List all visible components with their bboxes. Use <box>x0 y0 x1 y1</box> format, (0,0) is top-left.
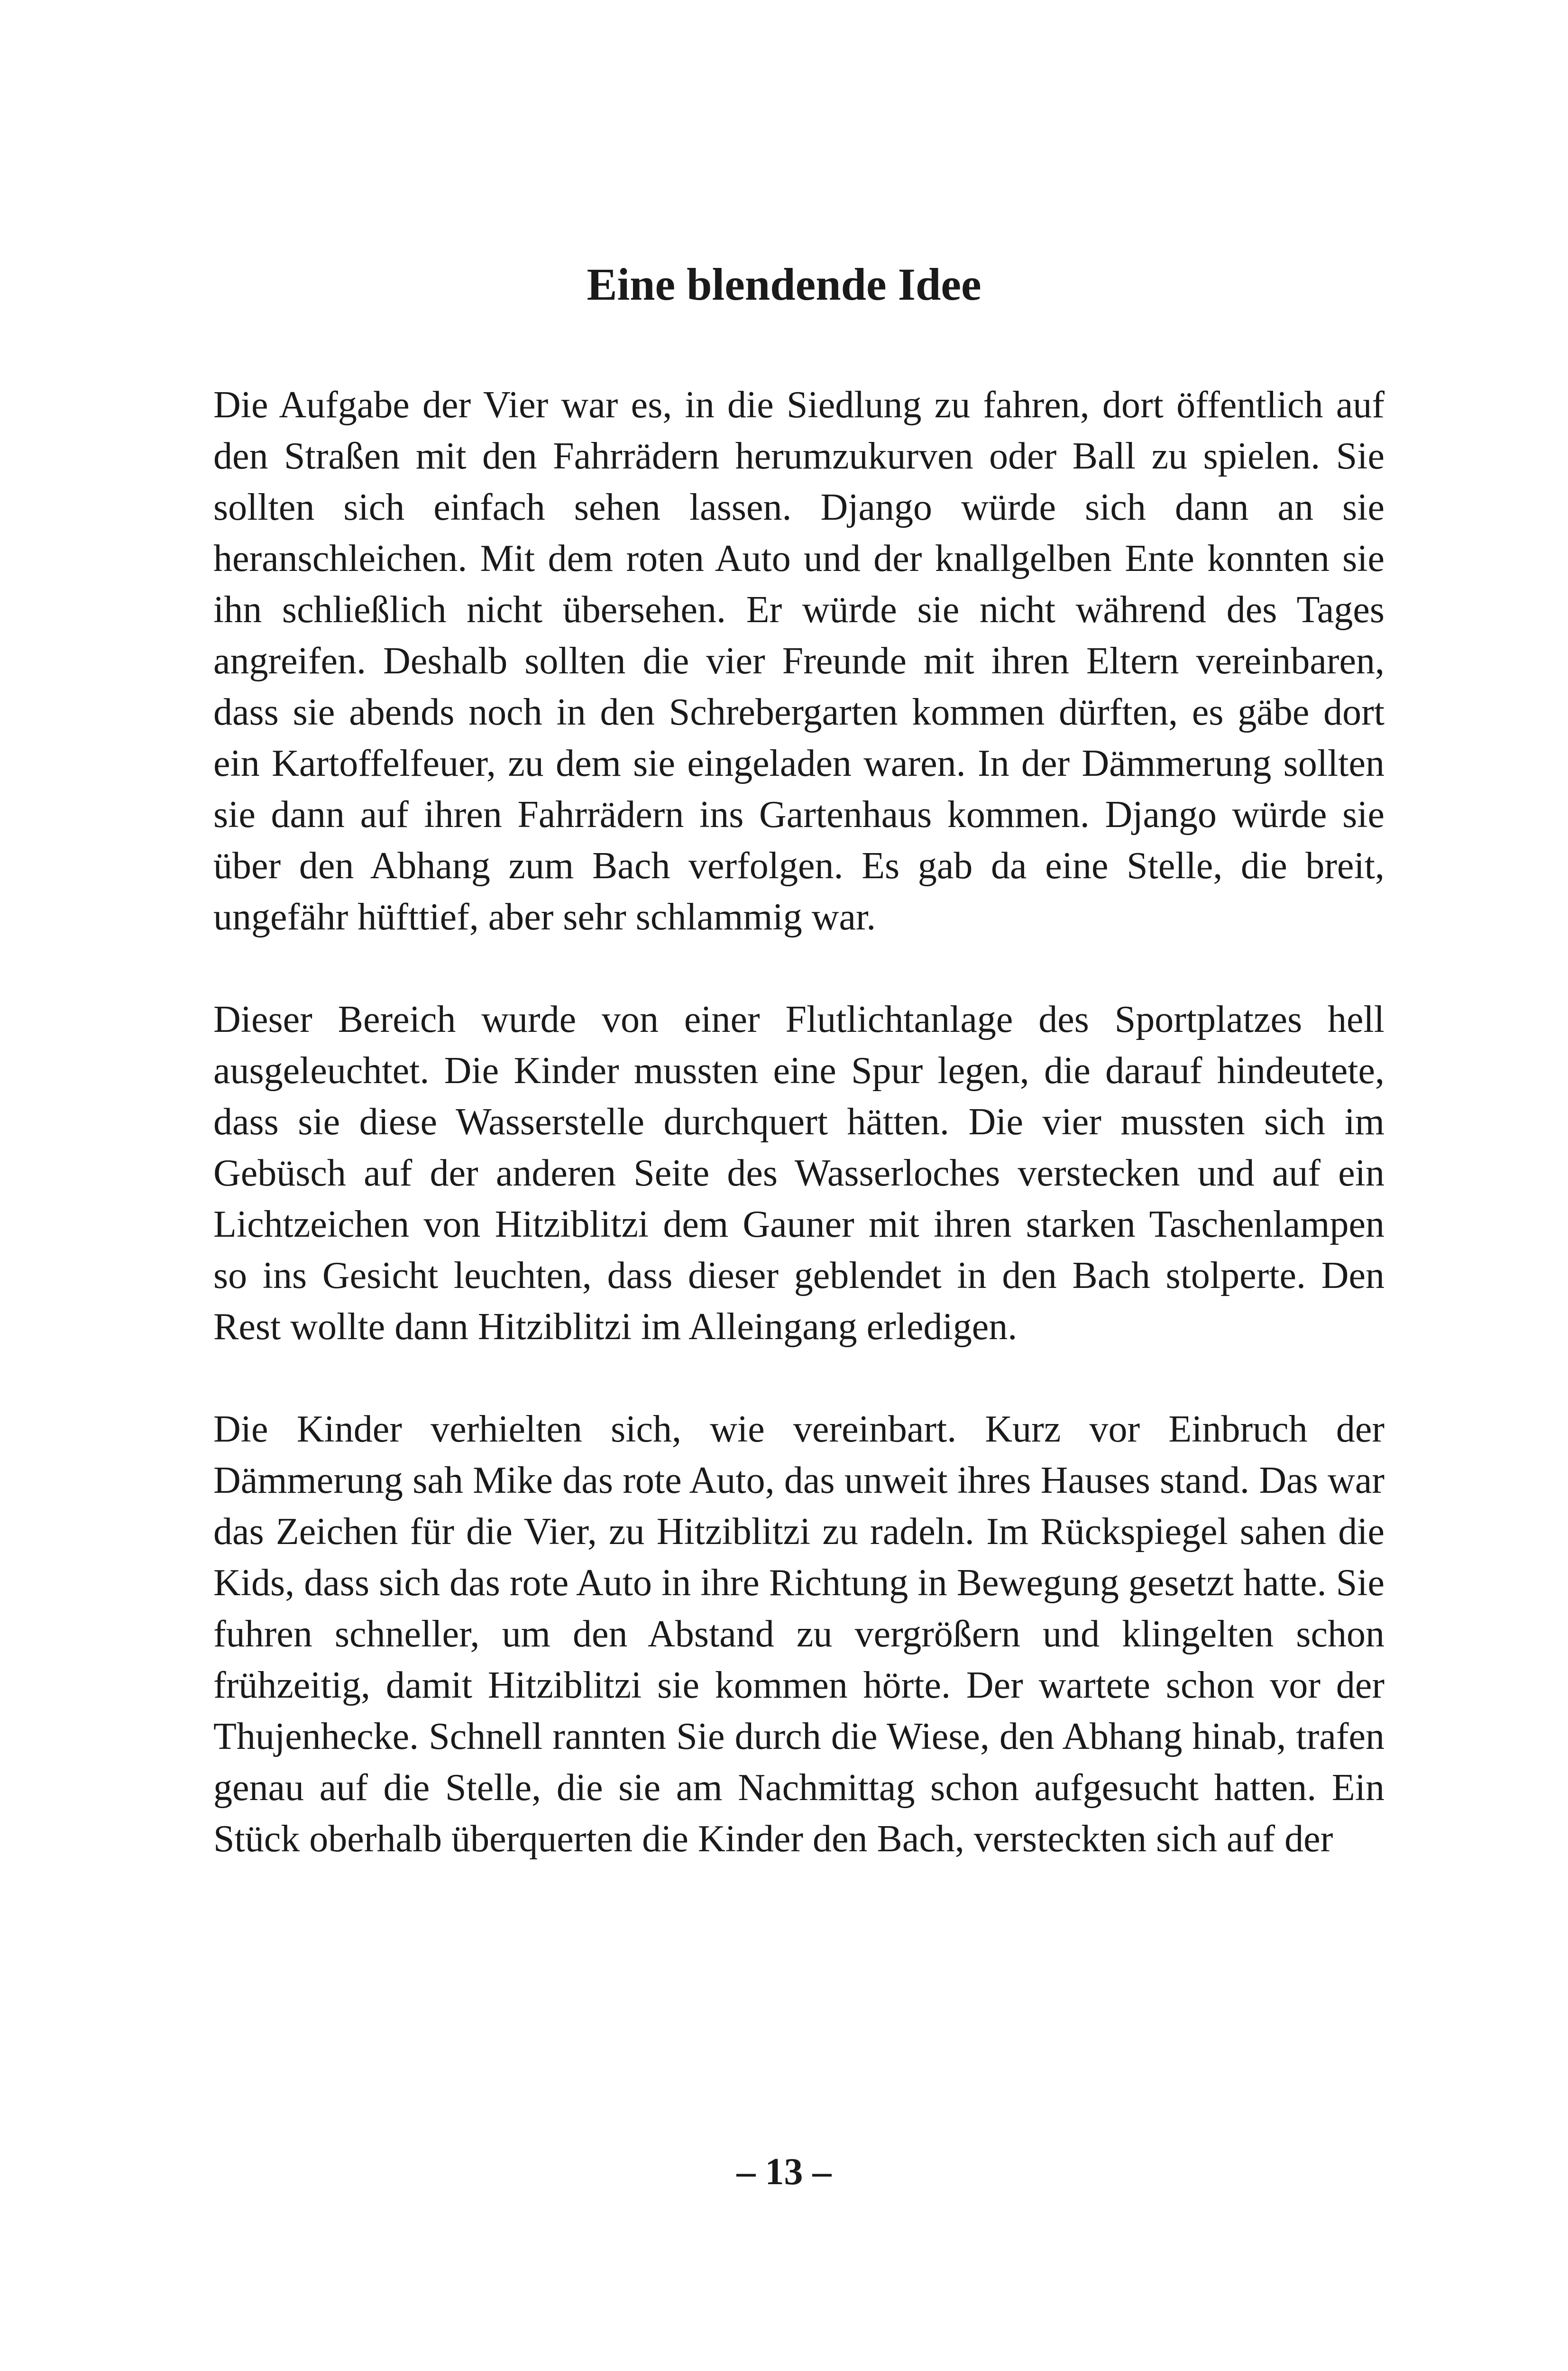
body-text <box>213 379 1385 1916</box>
paragraph-3: Die Kinder verhielten sich, wie vereinbart. Kurz vor Einbruch der Dämmerung sah Mike das rote Auto, das unweit ihres Hauses stand. Das war das Zeichen für die Vier, zu Hitziblitzi zu radeln. Im Rückspiegel sahen die Kids, dass sich das rote Auto in ihre Richtung in Bewegung gesetzt hatte. Sie fuhren schneller, um den Abstand zu vergrößern und klingelten schon frühzeitig, damit Hitziblitzi sie kommen hörte. Der wartete schon vor der Thujenhecke. Schnell rannten Sie durch die Wiese, den Abhang hinab, trafen genau auf die Stelle, die sie am Nachmittag schon aufgesucht hatten. Ein Stück oberhalb überquerten die Kinder den Bach, versteckten sich auf der <box>213 1408 1385 1860</box>
paragraph-2: Dieser Bereich wurde von einer Flutlichtanlage des Sportplatzes hell ausgeleuchtet. Die Kinder mussten eine Spur legen, die darauf hindeutete, dass sie diese Wasserstelle durchquert hätten. Die vier mussten sich im Gebüsch auf der anderen Seite des Wasserloches verstecken und auf ein Lichtzeichen von Hitziblitzi dem Gauner mit ihren starken Taschenlampen so ins Gesicht leuchten, dass dieser geblendet in den Bach stolperte. Den Rest wollte dann Hitziblitzi im Alleingang erledigen. <box>213 999 1385 1348</box>
page-number: – 13 – <box>736 2151 832 2193</box>
paragraph-1: Die Aufgabe der Vier war es, in die Siedlung zu fahren, dort öffentlich auf den Straßen mit den Fahrrädern herumzukurven oder Ball zu spielen. Sie sollten sich einfach sehen lassen. Django würde sich dann an sie heranschleichen. Mit dem roten Auto und der knallgelben Ente konnten sie ihn schließlich nicht übersehen. Er würde sie nicht während des Tages angreifen. Deshalb sollten die vier Freunde mit ihren Eltern vereinbaren, dass sie abends noch in den Schrebergarten kommen dürften, es gäbe dort ein Kartoffelfeuer, zu dem sie eingeladen waren. In der Dämmerung sollten sie dann auf ihren Fahrrädern ins Gartenhaus kommen. Django würde sie über den Abhang zum Bach verfolgen. Es gab da eine Stelle, die breit, ungefähr hüfttief, aber sehr schlammig war. <box>213 384 1385 938</box>
chapter-title: Eine blendende Idee <box>587 259 981 310</box>
